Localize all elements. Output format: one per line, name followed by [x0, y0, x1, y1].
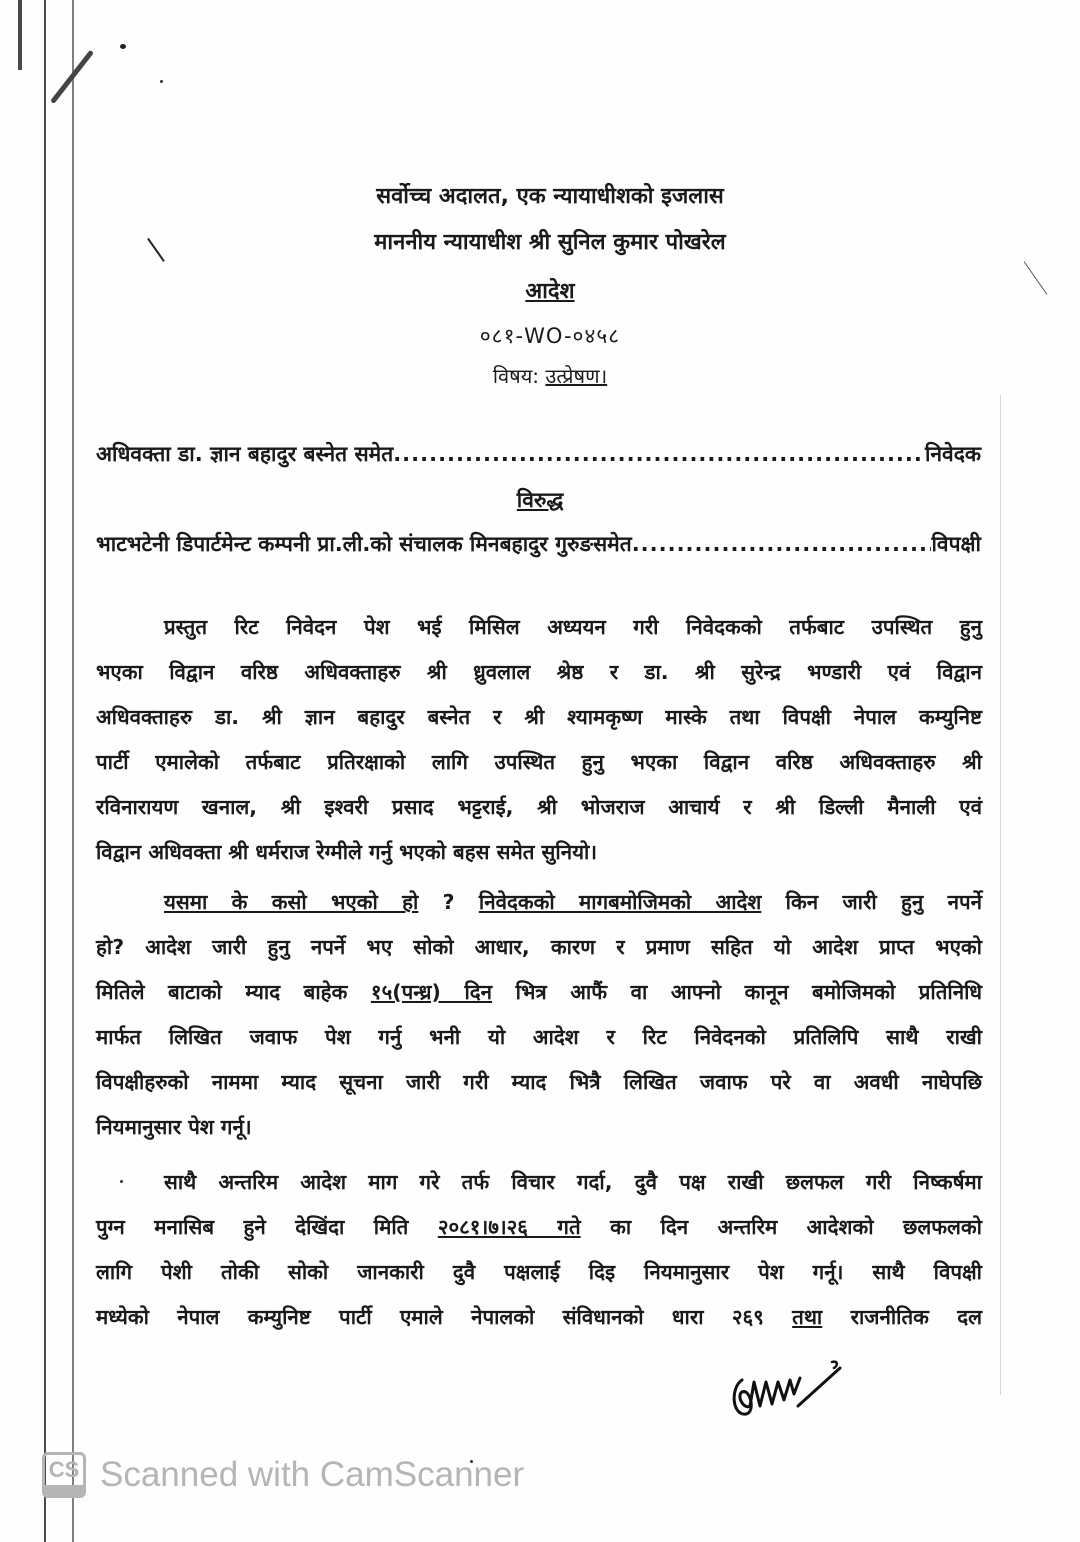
- text-line: [96, 1205, 982, 1250]
- text-line: भएका विद्वान वरिष्ठ अधिवक्ताहरु श्री ध्रुवलाल श्रेष्ठ र डा. श्री सुरेन्द्र भण्डारी एवं विद्वान: [96, 660, 982, 684]
- text-segment: ?: [418, 890, 479, 914]
- underlined-text: यसमा के कसो भएको हो: [164, 890, 419, 914]
- text-line: अधिवक्ताहरु डा. श्री ज्ञान बहादुर बस्नेत र श्री श्यामकृष्ण मास्के तथा विपक्षी नेपाल कम्युनिष्ट: [96, 705, 982, 729]
- text-line: विपक्षीहरुको नाममा म्याद सूचना जारी गरी म्याद भित्रै लिखित जवाफ परे वा अवधी नाघेपछि: [96, 1070, 982, 1094]
- text-segment: राजनीतिक दल: [822, 1305, 982, 1329]
- petitioner-name: अधिवक्ता डा. ज्ञान बहादुर बस्नेत समेत: [96, 442, 394, 466]
- petitioner-line: [96, 440, 981, 468]
- case-number: ०८१-WO-०४५८: [479, 324, 621, 348]
- underlined-text: तथा: [792, 1305, 823, 1329]
- text-line: प्रस्तुत रिट निवेदन पेश भई मिसिल अध्ययन गरी निवेदकको तर्फबाट उपस्थित हुनु: [164, 615, 982, 639]
- camscanner-watermark: [42, 1452, 524, 1498]
- paragraph-interim-order: [96, 1160, 982, 1340]
- respondent-name: भाटभटेनी डिपार्टमेन्ट कम्पनी प्रा.ली.को संचालक मिनबहादुर गुरुङसमेत: [96, 532, 632, 556]
- judge-name: माननीय न्यायाधीश श्री सुनिल कुमार पोखरेल: [374, 230, 726, 255]
- subject-label: विषय:: [492, 364, 540, 388]
- watermark-text: Scanned with CamScanner: [100, 1455, 525, 1494]
- order-title: आदेश: [525, 279, 575, 304]
- text-line: लागि पेशी तोकी सोको जानकारी दुवै पक्षलाई दिइ नियमानुसार पेश गर्नू। साथै विपक्षी: [96, 1260, 982, 1284]
- underlined-text: १५(पन्ध्र) दिन: [370, 980, 493, 1004]
- ink-speck: [120, 44, 126, 49]
- leader-dots: [632, 532, 932, 556]
- respondent-role: विपक्षी: [931, 532, 981, 556]
- underlined-date: २०८१।७।२६ गते: [437, 1215, 581, 1239]
- text-line: हो? आदेश जारी हुनु नपर्ने भए सोको आधार, कारण र प्रमाण सहित यो आदेश प्राप्त भएको: [96, 935, 982, 959]
- text-segment: मध्येको नेपाल कम्युनिष्ट पार्टी एमाले नेपालको संविधानको धारा २६९: [96, 1305, 793, 1329]
- paragraph-show-cause: [96, 880, 982, 1150]
- camscanner-logo-icon: CS: [42, 1452, 86, 1498]
- signature-icon: [720, 1358, 860, 1428]
- scan-edge-mark: [18, 0, 22, 70]
- paragraph-hearing: [96, 605, 982, 875]
- text-segment: मितिले बाटाको म्याद बाहेक: [96, 980, 371, 1004]
- text-line: मार्फत लिखित जवाफ पेश गर्नु भनी यो आदेश र रिट निवेदनको प्रतिलिपि साथै राखी: [96, 1025, 982, 1049]
- versus-label: विरुद्ध: [516, 488, 564, 512]
- text-line: साथै अन्तरिम आदेश माग गरे तर्फ विचार गर्दा, दुवै पक्ष राखी छलफल गरी निष्कर्षमा: [164, 1170, 982, 1194]
- subject-value: उत्प्रेषण।: [545, 364, 608, 388]
- text-line: विद्वान अधिवक्ता श्री धर्मराज रेग्मीले गर्नु भएको बहस समेत सुनियो।: [96, 840, 598, 864]
- text-line: रविनारायण खनाल, श्री इश्वरी प्रसाद भट्टराई, श्री भोजराज आचार्य र श्री डिल्ली मैनाली एवं: [96, 795, 982, 819]
- ink-speck: [160, 80, 163, 83]
- leader-dots: [393, 442, 925, 466]
- petitioner-role: निवेदक: [924, 442, 981, 466]
- underlined-text: निवेदकको मागबमोजिमको आदेश: [478, 890, 762, 914]
- court-name: सर्वोच्च अदालत, एक न्यायाधीशको इजलास: [376, 184, 724, 209]
- text-line: नियमानुसार पेश गर्नू।: [96, 1115, 252, 1139]
- text-line: [96, 880, 982, 925]
- respondent-line: [96, 530, 981, 558]
- text-line: [96, 1295, 982, 1340]
- text-segment: का दिन अन्तरिम आदेशको छलफलको: [580, 1215, 982, 1239]
- fold-line: [1000, 395, 1001, 1395]
- text-segment: किन जारी हुनु नपर्ने: [761, 890, 982, 914]
- text-segment: भित्र आफैं वा आफ्नो कानून बमोजिमको प्रतिनिधि: [492, 980, 983, 1004]
- text-line: [96, 970, 982, 1015]
- text-segment: पुग्न मनासिब हुने देखिंदा मिति: [96, 1215, 438, 1239]
- text-line: पार्टी एमालेको तर्फबाट प्रतिरक्षाको लागि उपस्थित हुनु भएका विद्वान वरिष्ठ अधिवक्ताहरु श्री: [96, 750, 982, 774]
- subject-line: [10, 366, 1080, 386]
